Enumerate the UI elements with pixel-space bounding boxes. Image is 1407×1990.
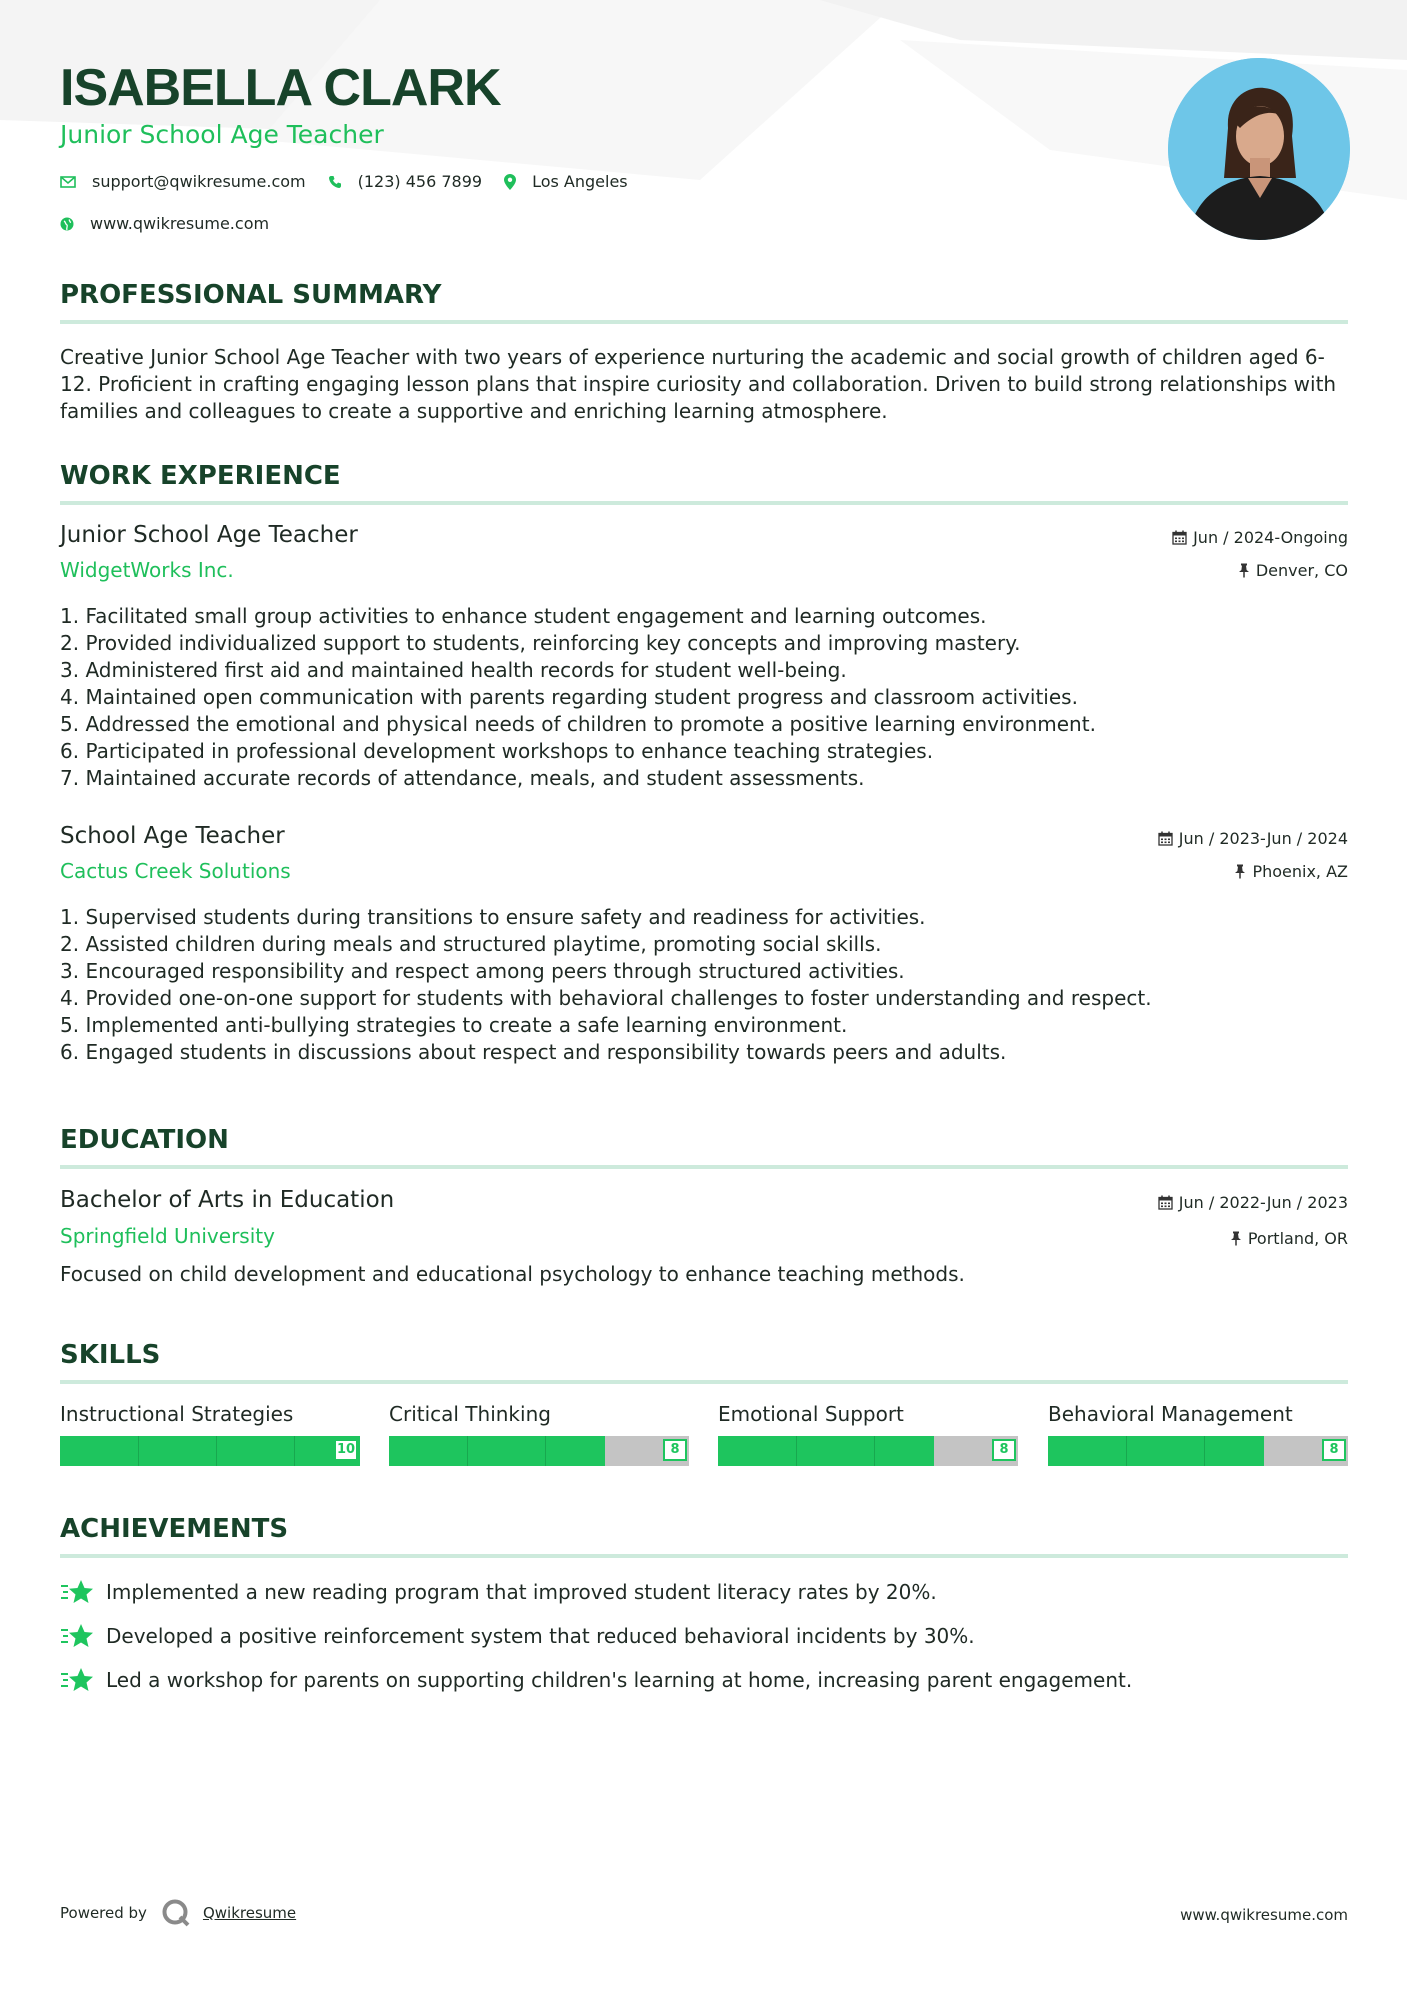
job-role: School Age Teacher bbox=[60, 823, 285, 849]
job-date bbox=[1172, 528, 1348, 547]
summary-text: Creative Junior School Age Teacher with two years of experience nurturing the academic and social growth of children aged 6-12. Proficient in crafting engaging lesson plans that inspire curiosity and collaboration. Driven to build strong relationships with families and colleagues to create a supportive and enriching learning atmosphere. bbox=[60, 345, 1337, 423]
skill-bar-segment-divider bbox=[874, 1436, 875, 1466]
skill-bar-segment-divider bbox=[467, 1436, 468, 1466]
skill-name: Critical Thinking bbox=[389, 1402, 551, 1426]
list-item: 5. Addressed the emotional and physical needs of children to promote a positive learning environment. bbox=[60, 712, 1096, 736]
contact-email[interactable] bbox=[60, 172, 306, 191]
skill-bar-segment-divider bbox=[294, 1436, 295, 1466]
job-bullet-list bbox=[60, 904, 1348, 1066]
skill-level-badge: 8 bbox=[1322, 1439, 1346, 1461]
skill-bar-segment-divider bbox=[138, 1436, 139, 1466]
list-item: 3. Administered first aid and maintained health records for student well-being. bbox=[60, 658, 847, 682]
skill-item bbox=[718, 1402, 1018, 1466]
skill-level-badge: 10 bbox=[334, 1439, 358, 1461]
star-achievement-icon bbox=[60, 1578, 94, 1606]
mail-icon bbox=[60, 176, 76, 188]
contact-website[interactable] bbox=[60, 214, 269, 233]
skill-item bbox=[389, 1402, 689, 1466]
star-achievement-icon bbox=[60, 1622, 94, 1650]
pushpin-icon bbox=[1230, 1231, 1242, 1246]
skill-name: Emotional Support bbox=[718, 1402, 904, 1426]
job-date-text: Jun / 2023-Jun / 2024 bbox=[1178, 829, 1348, 848]
contact-location bbox=[504, 172, 628, 191]
candidate-name: ISABELLA CLARK bbox=[60, 59, 501, 117]
email-text: support@qwikresume.com bbox=[92, 172, 306, 191]
skill-name: Instructional Strategies bbox=[60, 1402, 294, 1426]
skill-bar-segment-divider bbox=[216, 1436, 217, 1466]
phone-icon bbox=[328, 175, 342, 189]
star-achievement-icon bbox=[60, 1666, 94, 1694]
list-item: 1. Facilitated small group activities to enhance student engagement and learning outcomes. bbox=[60, 604, 987, 628]
section-title-education: EDUCATION bbox=[60, 1125, 1348, 1169]
list-item: 5. Implemented anti-bullying strategies to create a safe learning environment. bbox=[60, 1013, 848, 1037]
list-item: 4. Maintained open communication with parents regarding student progress and classroom activities. bbox=[60, 685, 1078, 709]
calendar-icon bbox=[1158, 831, 1173, 846]
job-location bbox=[1238, 561, 1348, 580]
list-item: 2. Assisted children during meals and structured playtime, promoting social skills. bbox=[60, 932, 882, 956]
job-company: Cactus Creek Solutions bbox=[60, 859, 291, 883]
powered-by-text: Powered by bbox=[60, 1904, 147, 1922]
education-date-text: Jun / 2022-Jun / 2023 bbox=[1178, 1193, 1348, 1212]
education-location bbox=[1230, 1229, 1348, 1248]
skill-level-badge: 8 bbox=[992, 1439, 1016, 1461]
skill-bar-segment-divider bbox=[1126, 1436, 1127, 1466]
pushpin-icon bbox=[1238, 563, 1250, 578]
achievement-item bbox=[60, 1622, 975, 1650]
job-date bbox=[1158, 829, 1348, 848]
list-item: 6. Engaged students in discussions about respect and responsibility towards peers and adults. bbox=[60, 1040, 1007, 1064]
education-location-text: Portland, OR bbox=[1247, 1229, 1348, 1248]
job-location-text: Denver, CO bbox=[1255, 561, 1348, 580]
job-bullet-list bbox=[60, 603, 1348, 792]
job-role: Junior School Age Teacher bbox=[60, 522, 358, 548]
calendar-icon bbox=[1158, 1195, 1173, 1210]
achievement-text: Led a workshop for parents on supporting children's learning at home, increasing parent engagement. bbox=[106, 1668, 1133, 1692]
job-company: WidgetWorks Inc. bbox=[60, 558, 234, 582]
candidate-title: Junior School Age Teacher bbox=[60, 120, 384, 149]
section-title-summary: PROFESSIONAL SUMMARY bbox=[60, 280, 1348, 324]
education-school: Springfield University bbox=[60, 1224, 275, 1248]
section-title-achievements: ACHIEVEMENTS bbox=[60, 1514, 1348, 1558]
profile-photo-illustration bbox=[1168, 58, 1350, 240]
section-title-experience: WORK EXPERIENCE bbox=[60, 461, 1348, 505]
job-location-text: Phoenix, AZ bbox=[1252, 862, 1348, 881]
skill-level-bar bbox=[60, 1436, 360, 1466]
skill-level-fill bbox=[389, 1436, 605, 1466]
skill-level-fill bbox=[60, 1436, 360, 1466]
list-item: 1. Supervised students during transitions to ensure safety and readiness for activities. bbox=[60, 905, 926, 929]
education-degree: Bachelor of Arts in Education bbox=[60, 1187, 395, 1213]
footer-powered-by bbox=[60, 1898, 296, 1928]
website-text: www.qwikresume.com bbox=[90, 214, 270, 233]
skill-level-bar bbox=[1048, 1436, 1348, 1466]
pushpin-icon bbox=[1234, 864, 1246, 879]
job-location bbox=[1234, 862, 1348, 881]
skill-name: Behavioral Management bbox=[1048, 1402, 1293, 1426]
location-text: Los Angeles bbox=[532, 172, 628, 191]
list-item: 3. Encouraged responsibility and respect among peers through structured activities. bbox=[60, 959, 905, 983]
achievement-item bbox=[60, 1578, 937, 1606]
section-title-skills: SKILLS bbox=[60, 1340, 1348, 1384]
skill-bar-segment-divider bbox=[1204, 1436, 1205, 1466]
job-date-text: Jun / 2024-Ongoing bbox=[1193, 528, 1348, 547]
skill-item bbox=[60, 1402, 360, 1466]
skill-level-fill bbox=[718, 1436, 934, 1466]
skill-level-bar bbox=[389, 1436, 689, 1466]
achievement-text: Developed a positive reinforcement system that reduced behavioral incidents by 30%. bbox=[106, 1624, 975, 1648]
qwikresume-link[interactable]: Qwikresume bbox=[202, 1904, 297, 1922]
globe-icon bbox=[60, 217, 74, 231]
achievement-text: Implemented a new reading program that improved student literacy rates by 20%. bbox=[106, 1580, 937, 1604]
contact-phone[interactable] bbox=[328, 172, 482, 191]
achievement-item bbox=[60, 1666, 1132, 1694]
list-item: 7. Maintained accurate records of attendance, meals, and student assessments. bbox=[60, 766, 865, 790]
education-date bbox=[1158, 1193, 1348, 1212]
skill-level-bar bbox=[718, 1436, 1018, 1466]
map-pin-icon bbox=[504, 174, 516, 190]
education-description: Focused on child development and educational psychology to enhance teaching methods. bbox=[60, 1262, 965, 1286]
list-item: 4. Provided one-on-one support for students with behavioral challenges to foster understanding and respect. bbox=[60, 986, 1152, 1010]
skill-bar-segment-divider bbox=[796, 1436, 797, 1466]
phone-text: (123) 456 7899 bbox=[357, 172, 483, 191]
calendar-icon bbox=[1172, 530, 1187, 545]
skill-item bbox=[1048, 1402, 1348, 1466]
skill-level-badge: 8 bbox=[663, 1439, 687, 1461]
skill-level-fill bbox=[1048, 1436, 1264, 1466]
qwikresume-logo-icon bbox=[161, 1898, 191, 1928]
contact-row-website bbox=[60, 214, 291, 233]
contact-row bbox=[60, 172, 650, 191]
profile-photo bbox=[1168, 58, 1350, 240]
list-item: 2. Provided individualized support to students, reinforcing key concepts and improving mastery. bbox=[60, 631, 1021, 655]
list-item: 6. Participated in professional development workshops to enhance teaching strategies. bbox=[60, 739, 934, 763]
skill-bar-segment-divider bbox=[545, 1436, 546, 1466]
footer-website[interactable]: www.qwikresume.com bbox=[1180, 1906, 1348, 1924]
